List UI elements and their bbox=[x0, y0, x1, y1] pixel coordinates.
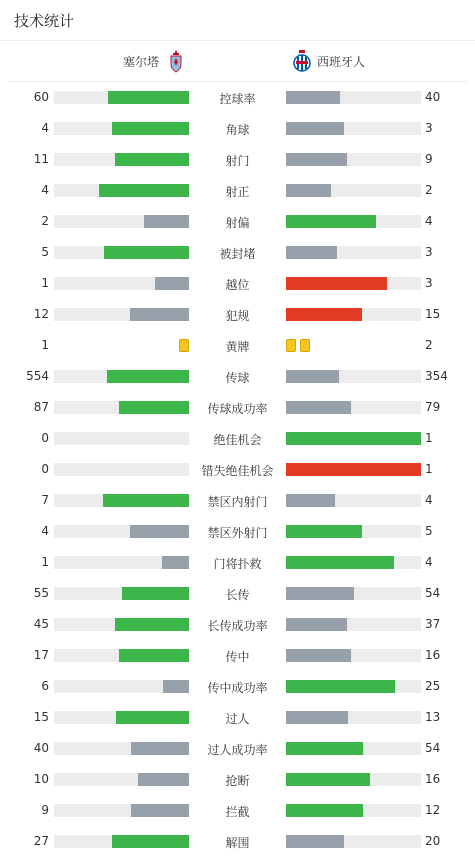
away-stat-bar bbox=[286, 649, 421, 662]
away-stat-value: 16 bbox=[425, 772, 441, 786]
stat-label: 长传成功率 bbox=[207, 619, 268, 633]
stat-label: 被封堵 bbox=[219, 247, 256, 261]
stat-row bbox=[0, 671, 475, 702]
away-stat-bar-fill bbox=[286, 215, 376, 228]
away-stat-bar-fill bbox=[286, 494, 335, 507]
stat-label: 传中成功率 bbox=[207, 681, 268, 695]
home-stat-bar-fill bbox=[163, 680, 189, 693]
away-stat-bar-fill bbox=[286, 804, 363, 817]
away-stat-value: 37 bbox=[425, 617, 441, 631]
away-stat-bar bbox=[286, 277, 421, 290]
away-stat-bar-fill bbox=[286, 277, 387, 290]
stat-row bbox=[0, 82, 475, 113]
home-stat-bar bbox=[54, 742, 189, 755]
home-stat-value: 12 bbox=[33, 307, 49, 321]
home-team-name: 塞尔塔 bbox=[122, 54, 159, 69]
home-stat-value: 45 bbox=[33, 617, 49, 631]
away-stat-value: 16 bbox=[425, 648, 441, 662]
away-stat-bar-fill bbox=[286, 432, 421, 445]
home-stat-value: 10 bbox=[33, 772, 49, 786]
away-stat-bar bbox=[286, 246, 421, 259]
away-stat-bar bbox=[286, 525, 421, 538]
stat-label: 射偏 bbox=[225, 216, 250, 230]
home-stat-bar-fill bbox=[103, 494, 189, 507]
home-stat-bar-fill bbox=[112, 835, 189, 848]
stat-row bbox=[0, 764, 475, 795]
yellow-card-icon bbox=[286, 339, 296, 352]
teams-bar bbox=[8, 41, 467, 82]
home-stat-value: 1 bbox=[41, 276, 49, 290]
home-stat-bar-fill bbox=[107, 370, 189, 383]
away-stat-value: 54 bbox=[425, 586, 441, 600]
away-stat-value: 9 bbox=[425, 152, 433, 166]
away-stat-bar-fill bbox=[286, 773, 370, 786]
away-stat-value: 354 bbox=[425, 369, 448, 383]
home-stat-bar-fill bbox=[130, 525, 189, 538]
stat-label: 角球 bbox=[225, 123, 250, 137]
stat-row bbox=[0, 795, 475, 826]
home-stat-value: 2 bbox=[41, 214, 49, 228]
away-stat-value: 4 bbox=[425, 555, 433, 569]
away-stat-bar bbox=[286, 401, 421, 414]
yellow-card-icon bbox=[179, 339, 189, 352]
away-stat-bar bbox=[286, 804, 421, 817]
home-stat-bar-fill bbox=[131, 804, 189, 817]
home-stat-bar bbox=[54, 556, 189, 569]
home-stat-value: 7 bbox=[41, 493, 49, 507]
away-stat-bar-fill bbox=[286, 463, 421, 476]
stat-label: 射正 bbox=[225, 185, 250, 199]
stat-label: 射门 bbox=[225, 154, 250, 168]
stat-row bbox=[0, 268, 475, 299]
away-stat-value: 1 bbox=[425, 462, 433, 476]
stat-row bbox=[0, 423, 475, 454]
home-stat-bar-fill bbox=[119, 401, 189, 414]
home-stat-bar-fill bbox=[104, 246, 189, 259]
stat-label: 绝佳机会 bbox=[213, 433, 262, 447]
away-cards bbox=[286, 339, 310, 352]
away-stat-value: 2 bbox=[425, 338, 433, 352]
home-stat-value: 40 bbox=[33, 741, 49, 755]
away-stat-bar bbox=[286, 91, 421, 104]
home-stat-bar bbox=[54, 215, 189, 228]
home-stat-value: 15 bbox=[33, 710, 49, 724]
away-stat-value: 2 bbox=[425, 183, 433, 197]
home-stat-value: 87 bbox=[33, 400, 49, 414]
stat-label: 错失绝佳机会 bbox=[201, 464, 274, 478]
home-stat-bar-fill bbox=[108, 91, 189, 104]
home-stat-bar bbox=[54, 494, 189, 507]
away-stat-bar-fill bbox=[286, 246, 337, 259]
stat-row bbox=[0, 144, 475, 175]
away-stat-bar-fill bbox=[286, 184, 331, 197]
away-stat-bar bbox=[286, 618, 421, 631]
away-stat-bar bbox=[286, 432, 421, 445]
stat-label: 过人 bbox=[225, 712, 250, 726]
away-stat-value: 3 bbox=[425, 245, 433, 259]
stat-label: 长传 bbox=[225, 588, 250, 602]
home-stat-bar bbox=[54, 649, 189, 662]
away-stat-value: 13 bbox=[425, 710, 441, 724]
stat-label: 传球 bbox=[225, 371, 250, 385]
stat-row bbox=[0, 206, 475, 237]
home-stat-value: 4 bbox=[41, 121, 49, 135]
stat-row bbox=[0, 237, 475, 268]
away-stat-bar-fill bbox=[286, 649, 351, 662]
home-stat-bar-fill bbox=[130, 308, 189, 321]
home-stat-bar bbox=[54, 370, 189, 383]
stat-label: 拦截 bbox=[225, 805, 250, 819]
away-stat-bar-fill bbox=[286, 308, 362, 321]
stat-label: 黄牌 bbox=[225, 340, 250, 354]
home-stat-bar bbox=[54, 773, 189, 786]
home-stat-bar-fill bbox=[162, 556, 189, 569]
home-stat-bar bbox=[54, 835, 189, 848]
away-team[interactable] bbox=[293, 41, 365, 81]
away-stat-bar bbox=[286, 308, 421, 321]
away-stat-bar bbox=[286, 711, 421, 724]
home-stat-bar-fill bbox=[119, 649, 189, 662]
away-stat-value: 20 bbox=[425, 834, 441, 848]
away-stat-value: 3 bbox=[425, 121, 433, 135]
stat-row bbox=[0, 330, 475, 361]
home-stat-value: 1 bbox=[41, 338, 49, 352]
home-stat-bar bbox=[54, 804, 189, 817]
home-stat-bar bbox=[54, 525, 189, 538]
away-stat-bar bbox=[286, 494, 421, 507]
stat-row bbox=[0, 578, 475, 609]
home-stat-bar bbox=[54, 432, 189, 445]
away-team-name: 西班牙人 bbox=[317, 54, 366, 69]
home-stat-bar bbox=[54, 122, 189, 135]
home-stat-value: 27 bbox=[33, 834, 49, 848]
away-stat-bar bbox=[286, 122, 421, 135]
away-stat-value: 54 bbox=[425, 741, 441, 755]
home-stat-bar-fill bbox=[144, 215, 189, 228]
stat-row bbox=[0, 485, 475, 516]
stat-label: 控球率 bbox=[219, 92, 256, 106]
home-stat-value: 11 bbox=[33, 152, 49, 166]
stat-label: 传球成功率 bbox=[207, 402, 268, 416]
stat-label: 越位 bbox=[225, 278, 250, 292]
away-stat-value: 79 bbox=[425, 400, 441, 414]
away-stat-value: 40 bbox=[425, 90, 441, 104]
home-stat-bar bbox=[54, 711, 189, 724]
home-stat-value: 9 bbox=[41, 803, 49, 817]
away-stat-bar-fill bbox=[286, 122, 344, 135]
stat-label: 抢断 bbox=[225, 774, 250, 788]
away-stat-bar bbox=[286, 463, 421, 476]
stat-label: 门将扑救 bbox=[213, 557, 262, 571]
home-stat-value: 4 bbox=[41, 183, 49, 197]
home-stat-value: 554 bbox=[26, 369, 49, 383]
away-stat-value: 4 bbox=[425, 493, 433, 507]
stat-label: 禁区外射门 bbox=[207, 526, 268, 540]
home-stat-bar bbox=[54, 618, 189, 631]
home-stat-value: 5 bbox=[41, 245, 49, 259]
home-stat-bar bbox=[54, 277, 189, 290]
stat-row bbox=[0, 826, 475, 857]
home-stat-bar-fill bbox=[112, 122, 189, 135]
away-stat-bar-fill bbox=[286, 680, 395, 693]
stat-row bbox=[0, 733, 475, 764]
home-stat-bar bbox=[54, 184, 189, 197]
stat-row bbox=[0, 609, 475, 640]
home-stat-bar-fill bbox=[115, 618, 189, 631]
stat-row bbox=[0, 299, 475, 330]
home-cards bbox=[179, 339, 189, 352]
away-stat-bar-fill bbox=[286, 525, 362, 538]
away-stat-bar bbox=[286, 680, 421, 693]
stat-row bbox=[0, 547, 475, 578]
away-stat-bar-fill bbox=[286, 711, 348, 724]
stat-row bbox=[0, 702, 475, 733]
home-stat-value: 1 bbox=[41, 555, 49, 569]
stat-label: 解围 bbox=[225, 836, 250, 850]
home-stat-bar bbox=[54, 587, 189, 600]
away-stat-bar bbox=[286, 184, 421, 197]
away-stat-bar bbox=[286, 153, 421, 166]
away-stat-bar-fill bbox=[286, 401, 351, 414]
away-stat-value: 5 bbox=[425, 524, 433, 538]
away-stat-bar-fill bbox=[286, 556, 394, 569]
stat-row bbox=[0, 454, 475, 485]
away-stat-value: 12 bbox=[425, 803, 441, 817]
stat-label: 传中 bbox=[225, 650, 250, 664]
stat-label: 禁区内射门 bbox=[207, 495, 268, 509]
away-stat-bar-fill bbox=[286, 742, 363, 755]
away-stat-value: 4 bbox=[425, 214, 433, 228]
stat-row bbox=[0, 640, 475, 671]
home-stat-bar-fill bbox=[122, 587, 190, 600]
home-stat-value: 55 bbox=[33, 586, 49, 600]
away-stat-value: 15 bbox=[425, 307, 441, 321]
stat-row bbox=[0, 392, 475, 423]
away-stat-bar bbox=[286, 556, 421, 569]
home-stat-bar bbox=[54, 153, 189, 166]
espanyol-crest-icon bbox=[293, 49, 311, 73]
home-stat-bar-fill bbox=[131, 742, 189, 755]
away-stat-bar-fill bbox=[286, 91, 340, 104]
home-team[interactable] bbox=[123, 41, 185, 81]
stat-label: 过人成功率 bbox=[207, 743, 268, 757]
home-stat-bar-fill bbox=[116, 711, 189, 724]
home-stat-value: 4 bbox=[41, 524, 49, 538]
home-stat-bar bbox=[54, 680, 189, 693]
away-stat-value: 25 bbox=[425, 679, 441, 693]
away-stat-bar-fill bbox=[286, 587, 354, 600]
away-stat-bar-fill bbox=[286, 835, 344, 848]
home-stat-value: 6 bbox=[41, 679, 49, 693]
stat-row bbox=[0, 113, 475, 144]
home-stat-bar-fill bbox=[155, 277, 189, 290]
page-title: 技术统计 bbox=[14, 12, 75, 30]
stats-header bbox=[0, 0, 475, 41]
away-stat-value: 1 bbox=[425, 431, 433, 445]
stat-row bbox=[0, 361, 475, 392]
away-stat-bar bbox=[286, 587, 421, 600]
away-stat-bar bbox=[286, 742, 421, 755]
home-stat-value: 0 bbox=[41, 431, 49, 445]
home-stat-value: 60 bbox=[33, 90, 49, 104]
stat-label: 犯规 bbox=[225, 309, 250, 323]
away-stat-bar bbox=[286, 370, 421, 383]
away-stat-bar-fill bbox=[286, 618, 347, 631]
stat-row bbox=[0, 516, 475, 547]
away-stat-value: 3 bbox=[425, 276, 433, 290]
away-stat-bar bbox=[286, 835, 421, 848]
stats-list bbox=[0, 82, 475, 857]
home-stat-bar bbox=[54, 91, 189, 104]
away-stat-bar bbox=[286, 773, 421, 786]
away-stat-bar bbox=[286, 215, 421, 228]
yellow-card-icon bbox=[300, 339, 310, 352]
home-stat-bar bbox=[54, 308, 189, 321]
away-stat-bar-fill bbox=[286, 153, 347, 166]
home-stat-bar bbox=[54, 246, 189, 259]
home-stat-bar-fill bbox=[99, 184, 189, 197]
home-stat-bar-fill bbox=[115, 153, 189, 166]
home-stat-value: 17 bbox=[33, 648, 49, 662]
home-stat-bar-fill bbox=[138, 773, 189, 786]
home-stat-bar bbox=[54, 463, 189, 476]
home-stat-value: 0 bbox=[41, 462, 49, 476]
stat-row bbox=[0, 175, 475, 206]
celta-crest-icon bbox=[167, 49, 185, 73]
away-stat-bar-fill bbox=[286, 370, 339, 383]
home-stat-bar bbox=[54, 401, 189, 414]
